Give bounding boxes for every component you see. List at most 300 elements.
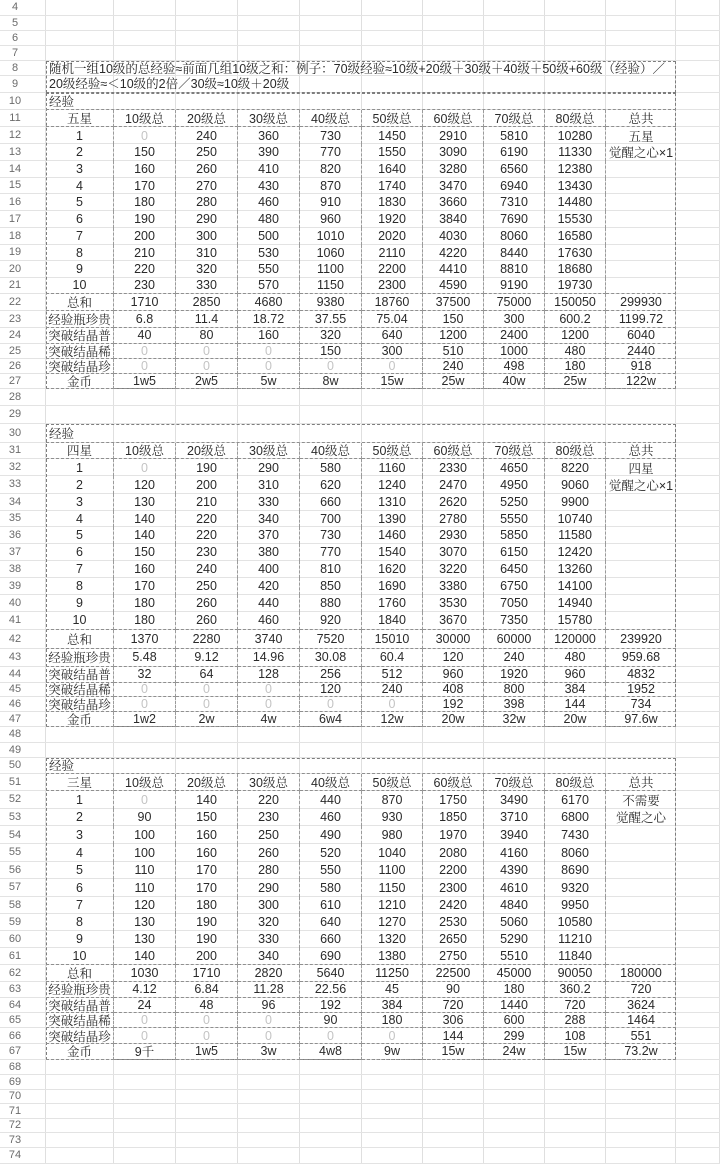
summary-value-cell[interactable]: 9380 xyxy=(300,294,362,311)
column-header[interactable]: 70级总 xyxy=(484,774,545,792)
exp-value-cell[interactable]: 330 xyxy=(238,931,300,948)
exp-value-cell[interactable]: 8690 xyxy=(545,862,606,880)
summary-value-cell[interactable]: 384 xyxy=(362,998,423,1013)
exp-value-cell[interactable]: 1040 xyxy=(362,844,423,862)
row-number[interactable]: 44 xyxy=(8,668,22,680)
exp-value-cell[interactable]: 2750 xyxy=(423,948,484,965)
summary-value-cell[interactable]: 80 xyxy=(176,328,238,345)
summary-value-cell[interactable]: 1370 xyxy=(114,630,176,649)
summary-value-cell[interactable]: 4w8 xyxy=(300,1044,362,1060)
exp-value-cell[interactable]: 810 xyxy=(300,561,362,578)
row-number[interactable]: 54 xyxy=(8,828,22,841)
summary-value-cell[interactable]: 2w xyxy=(176,712,238,728)
summary-value-cell[interactable]: 4w xyxy=(238,712,300,728)
exp-value-cell[interactable]: 1460 xyxy=(362,527,423,544)
exp-value-cell[interactable]: 6940 xyxy=(484,178,545,195)
summary-value-cell[interactable]: 300 xyxy=(362,344,423,359)
summary-value-cell[interactable]: 5w xyxy=(238,374,300,390)
row-number[interactable]: 12 xyxy=(8,129,22,141)
summary-total-cell[interactable]: 720 xyxy=(606,982,676,998)
summary-value-cell[interactable]: 240 xyxy=(423,359,484,374)
formula-note-cell[interactable]: 随机一组10级的总经验≈前面几组10级之和：例子：70级经验≈10级+20级＋30级＋40级＋50级+60级（经验）／20级经验≈＜10级的2倍／30级≈10级＋20级 xyxy=(46,61,676,93)
exp-value-cell[interactable]: 1830 xyxy=(362,194,423,211)
exp-value-cell[interactable]: 170 xyxy=(114,178,176,195)
total-note-cell[interactable] xyxy=(606,948,676,965)
exp-value-cell[interactable]: 980 xyxy=(362,826,423,844)
exp-value-cell[interactable]: 850 xyxy=(300,578,362,595)
summary-value-cell[interactable]: 2w5 xyxy=(176,374,238,390)
level-cell[interactable]: 9 xyxy=(46,595,114,612)
column-header[interactable]: 40级总 xyxy=(300,443,362,460)
exp-value-cell[interactable]: 5550 xyxy=(484,511,545,528)
row-number[interactable]: 60 xyxy=(8,932,22,945)
exp-value-cell[interactable]: 210 xyxy=(176,494,238,511)
exp-value-cell[interactable]: 8060 xyxy=(545,844,606,862)
column-header[interactable]: 50级总 xyxy=(362,774,423,792)
exp-value-cell[interactable]: 130 xyxy=(114,494,176,511)
summary-value-cell[interactable]: 96 xyxy=(238,998,300,1013)
exp-value-cell[interactable]: 250 xyxy=(238,826,300,844)
summary-value-cell[interactable]: 5640 xyxy=(300,965,362,982)
exp-value-cell[interactable]: 9190 xyxy=(484,278,545,295)
exp-value-cell[interactable]: 9060 xyxy=(545,476,606,494)
exp-value-cell[interactable]: 3490 xyxy=(484,791,545,809)
section-label-cell[interactable]: 经验 xyxy=(46,93,676,110)
exp-value-cell[interactable]: 200 xyxy=(176,948,238,965)
exp-value-cell[interactable]: 440 xyxy=(300,791,362,809)
exp-value-cell[interactable]: 6450 xyxy=(484,561,545,578)
summary-value-cell[interactable]: 128 xyxy=(238,667,300,683)
summary-value-cell[interactable]: 0 xyxy=(114,344,176,359)
exp-value-cell[interactable]: 200 xyxy=(114,228,176,245)
exp-value-cell[interactable]: 250 xyxy=(176,578,238,595)
exp-value-cell[interactable]: 1060 xyxy=(300,245,362,262)
exp-value-cell[interactable]: 4220 xyxy=(423,245,484,262)
summary-value-cell[interactable]: 0 xyxy=(114,683,176,698)
summary-value-cell[interactable]: 0 xyxy=(300,697,362,712)
exp-value-cell[interactable]: 3710 xyxy=(484,809,545,827)
exp-value-cell[interactable]: 3070 xyxy=(423,544,484,561)
summary-label-cell[interactable]: 突破结晶珍 xyxy=(46,1028,114,1044)
summary-total-cell[interactable]: 551 xyxy=(606,1028,676,1044)
exp-value-cell[interactable]: 1240 xyxy=(362,476,423,494)
exp-value-cell[interactable]: 410 xyxy=(238,161,300,178)
exp-value-cell[interactable]: 870 xyxy=(362,791,423,809)
exp-value-cell[interactable]: 300 xyxy=(176,228,238,245)
row-number[interactable]: 49 xyxy=(8,743,22,756)
summary-value-cell[interactable]: 0 xyxy=(238,683,300,698)
row-number[interactable]: 34 xyxy=(8,495,22,508)
summary-value-cell[interactable]: 32w xyxy=(484,712,545,728)
row-number[interactable]: 53 xyxy=(8,810,22,823)
summary-value-cell[interactable]: 1920 xyxy=(484,667,545,683)
summary-value-cell[interactable]: 0 xyxy=(176,697,238,712)
row-number[interactable]: 63 xyxy=(8,983,22,995)
exp-value-cell[interactable]: 1450 xyxy=(362,127,423,144)
exp-value-cell[interactable]: 3940 xyxy=(484,826,545,844)
exp-value-cell[interactable]: 570 xyxy=(238,278,300,295)
row-number[interactable]: 14 xyxy=(8,162,22,175)
summary-value-cell[interactable]: 498 xyxy=(484,359,545,374)
exp-value-cell[interactable]: 1740 xyxy=(362,178,423,195)
level-cell[interactable]: 2 xyxy=(46,476,114,494)
exp-value-cell[interactable]: 14940 xyxy=(545,595,606,612)
row-number[interactable]: 64 xyxy=(8,998,22,1011)
level-cell[interactable]: 2 xyxy=(46,144,114,161)
exp-value-cell[interactable]: 140 xyxy=(114,527,176,544)
summary-label-cell[interactable]: 突破结晶普 xyxy=(46,328,114,345)
exp-value-cell[interactable]: 3660 xyxy=(423,194,484,211)
row-number[interactable]: 22 xyxy=(8,295,22,308)
summary-value-cell[interactable]: 1200 xyxy=(423,328,484,345)
summary-value-cell[interactable]: 0 xyxy=(238,1013,300,1029)
summary-value-cell[interactable]: 600 xyxy=(484,1013,545,1029)
level-cell[interactable]: 7 xyxy=(46,897,114,914)
exp-value-cell[interactable]: 320 xyxy=(176,261,238,278)
summary-total-cell[interactable]: 1199.72 xyxy=(606,311,676,328)
row-number[interactable]: 55 xyxy=(8,846,22,859)
row-number[interactable]: 39 xyxy=(8,579,22,592)
summary-label-cell[interactable]: 总和 xyxy=(46,630,114,649)
column-header[interactable]: 10级总 xyxy=(114,443,176,460)
summary-label-cell[interactable]: 突破结晶珍 xyxy=(46,359,114,374)
exp-value-cell[interactable]: 460 xyxy=(238,612,300,631)
exp-value-cell[interactable]: 160 xyxy=(114,161,176,178)
exp-value-cell[interactable]: 7350 xyxy=(484,612,545,631)
exp-value-cell[interactable]: 580 xyxy=(300,459,362,476)
exp-value-cell[interactable]: 660 xyxy=(300,494,362,511)
total-note-cell[interactable] xyxy=(606,879,676,897)
column-header[interactable]: 总共 xyxy=(606,443,676,460)
summary-total-cell[interactable]: 2440 xyxy=(606,344,676,359)
summary-value-cell[interactable]: 1710 xyxy=(176,965,238,982)
summary-value-cell[interactable]: 192 xyxy=(300,998,362,1013)
exp-value-cell[interactable]: 260 xyxy=(176,612,238,631)
summary-value-cell[interactable]: 192 xyxy=(423,697,484,712)
level-cell[interactable]: 7 xyxy=(46,228,114,245)
summary-value-cell[interactable]: 0 xyxy=(300,359,362,374)
summary-label-cell[interactable]: 突破结晶珍 xyxy=(46,697,114,712)
summary-value-cell[interactable]: 0 xyxy=(176,359,238,374)
summary-value-cell[interactable]: 7520 xyxy=(300,630,362,649)
exp-value-cell[interactable]: 5810 xyxy=(484,127,545,144)
exp-value-cell[interactable]: 17630 xyxy=(545,245,606,262)
summary-value-cell[interactable]: 720 xyxy=(423,998,484,1013)
exp-value-cell[interactable]: 330 xyxy=(238,494,300,511)
row-number[interactable]: 20 xyxy=(8,262,22,275)
summary-total-cell[interactable]: 180000 xyxy=(606,965,676,982)
summary-value-cell[interactable]: 480 xyxy=(545,649,606,667)
level-cell[interactable]: 1 xyxy=(46,791,114,809)
row-number[interactable]: 66 xyxy=(8,1029,22,1042)
summary-value-cell[interactable]: 600.2 xyxy=(545,311,606,328)
summary-value-cell[interactable]: 40w xyxy=(484,374,545,390)
exp-value-cell[interactable]: 690 xyxy=(300,948,362,965)
exp-value-cell[interactable]: 550 xyxy=(300,862,362,880)
exp-value-cell[interactable]: 100 xyxy=(114,826,176,844)
row-number[interactable]: 18 xyxy=(8,229,22,242)
summary-value-cell[interactable]: 288 xyxy=(545,1013,606,1029)
summary-total-cell[interactable]: 918 xyxy=(606,359,676,374)
row-number[interactable]: 33 xyxy=(8,478,22,491)
section-label-cell[interactable]: 经验 xyxy=(46,424,676,443)
exp-value-cell[interactable]: 200 xyxy=(176,476,238,494)
summary-value-cell[interactable]: 1030 xyxy=(114,965,176,982)
summary-value-cell[interactable]: 0 xyxy=(114,1028,176,1044)
exp-value-cell[interactable]: 220 xyxy=(114,261,176,278)
summary-label-cell[interactable]: 突破结晶稀 xyxy=(46,1013,114,1029)
exp-value-cell[interactable]: 14100 xyxy=(545,578,606,595)
exp-value-cell[interactable]: 10580 xyxy=(545,914,606,931)
exp-value-cell[interactable]: 220 xyxy=(176,527,238,544)
level-cell[interactable]: 8 xyxy=(46,578,114,595)
exp-value-cell[interactable]: 290 xyxy=(238,879,300,897)
summary-label-cell[interactable]: 经验瓶珍贵 xyxy=(46,982,114,998)
exp-value-cell[interactable]: 4410 xyxy=(423,261,484,278)
exp-value-cell[interactable]: 3530 xyxy=(423,595,484,612)
column-header[interactable]: 60级总 xyxy=(423,443,484,460)
row-number[interactable]: 68 xyxy=(8,1060,22,1073)
summary-value-cell[interactable]: 1000 xyxy=(484,344,545,359)
summary-value-cell[interactable]: 25w xyxy=(423,374,484,390)
exp-value-cell[interactable]: 930 xyxy=(362,809,423,827)
summary-total-cell[interactable]: 734 xyxy=(606,697,676,712)
summary-value-cell[interactable]: 2820 xyxy=(238,965,300,982)
summary-value-cell[interactable]: 0 xyxy=(362,359,423,374)
summary-total-cell[interactable]: 3624 xyxy=(606,998,676,1013)
row-number[interactable]: 7 xyxy=(11,46,19,59)
exp-value-cell[interactable]: 180 xyxy=(114,595,176,612)
exp-value-cell[interactable]: 3220 xyxy=(423,561,484,578)
level-cell[interactable]: 10 xyxy=(46,278,114,295)
summary-value-cell[interactable]: 18.72 xyxy=(238,311,300,328)
level-cell[interactable]: 8 xyxy=(46,914,114,931)
exp-value-cell[interactable]: 360 xyxy=(238,127,300,144)
row-number[interactable]: 36 xyxy=(8,528,22,541)
summary-value-cell[interactable]: 144 xyxy=(545,697,606,712)
exp-value-cell[interactable]: 4840 xyxy=(484,897,545,914)
exp-value-cell[interactable]: 8810 xyxy=(484,261,545,278)
summary-value-cell[interactable]: 0 xyxy=(362,1028,423,1044)
exp-value-cell[interactable]: 2200 xyxy=(423,862,484,880)
summary-value-cell[interactable]: 120 xyxy=(423,649,484,667)
exp-value-cell[interactable]: 150 xyxy=(176,809,238,827)
summary-total-cell[interactable]: 299930 xyxy=(606,294,676,311)
summary-value-cell[interactable]: 6.8 xyxy=(114,311,176,328)
row-number[interactable]: 31 xyxy=(8,444,22,457)
summary-value-cell[interactable]: 11.28 xyxy=(238,982,300,998)
exp-value-cell[interactable]: 2020 xyxy=(362,228,423,245)
summary-value-cell[interactable]: 75000 xyxy=(484,294,545,311)
exp-value-cell[interactable]: 19730 xyxy=(545,278,606,295)
summary-value-cell[interactable]: 0 xyxy=(114,697,176,712)
exp-value-cell[interactable]: 4610 xyxy=(484,879,545,897)
row-number[interactable]: 25 xyxy=(8,345,22,357)
exp-value-cell[interactable]: 260 xyxy=(238,844,300,862)
row-number[interactable]: 28 xyxy=(8,390,22,403)
exp-value-cell[interactable]: 2300 xyxy=(423,879,484,897)
summary-value-cell[interactable]: 3w xyxy=(238,1044,300,1060)
exp-value-cell[interactable]: 440 xyxy=(238,595,300,612)
column-header[interactable]: 40级总 xyxy=(300,774,362,792)
exp-value-cell[interactable]: 1840 xyxy=(362,612,423,631)
exp-value-cell[interactable]: 390 xyxy=(238,144,300,161)
summary-value-cell[interactable]: 3740 xyxy=(238,630,300,649)
exp-value-cell[interactable]: 9900 xyxy=(545,494,606,511)
row-number[interactable]: 56 xyxy=(8,863,22,876)
summary-label-cell[interactable]: 金币 xyxy=(46,374,114,390)
summary-label-cell[interactable]: 突破结晶普 xyxy=(46,998,114,1013)
row-number[interactable]: 47 xyxy=(8,712,22,725)
row-number[interactable]: 21 xyxy=(8,279,22,292)
section-label-cell[interactable]: 经验 xyxy=(46,758,676,774)
total-note-cell[interactable] xyxy=(606,914,676,931)
level-cell[interactable]: 5 xyxy=(46,527,114,544)
summary-value-cell[interactable]: 0 xyxy=(176,683,238,698)
exp-value-cell[interactable]: 230 xyxy=(114,278,176,295)
exp-value-cell[interactable]: 2420 xyxy=(423,897,484,914)
summary-value-cell[interactable]: 6w4 xyxy=(300,712,362,728)
exp-value-cell[interactable]: 4590 xyxy=(423,278,484,295)
exp-value-cell[interactable]: 2080 xyxy=(423,844,484,862)
row-number[interactable]: 16 xyxy=(8,195,22,208)
row-number[interactable]: 51 xyxy=(8,775,22,788)
summary-value-cell[interactable]: 384 xyxy=(545,683,606,698)
exp-value-cell[interactable]: 6560 xyxy=(484,161,545,178)
summary-value-cell[interactable]: 30.08 xyxy=(300,649,362,667)
exp-value-cell[interactable]: 180 xyxy=(114,194,176,211)
summary-value-cell[interactable]: 11250 xyxy=(362,965,423,982)
row-number[interactable]: 59 xyxy=(8,915,22,928)
summary-value-cell[interactable]: 37500 xyxy=(423,294,484,311)
exp-value-cell[interactable]: 1970 xyxy=(423,826,484,844)
exp-value-cell[interactable]: 220 xyxy=(176,511,238,528)
summary-value-cell[interactable]: 640 xyxy=(362,328,423,345)
exp-value-cell[interactable]: 7310 xyxy=(484,194,545,211)
exp-value-cell[interactable]: 960 xyxy=(300,211,362,228)
row-number[interactable]: 4 xyxy=(11,1,19,14)
summary-value-cell[interactable]: 24w xyxy=(484,1044,545,1060)
column-header[interactable]: 10级总 xyxy=(114,774,176,792)
level-cell[interactable]: 6 xyxy=(46,544,114,561)
row-number[interactable]: 17 xyxy=(8,212,22,225)
summary-value-cell[interactable]: 90 xyxy=(300,1013,362,1029)
exp-value-cell[interactable]: 90 xyxy=(114,809,176,827)
summary-value-cell[interactable]: 1w5 xyxy=(176,1044,238,1060)
summary-value-cell[interactable]: 24 xyxy=(114,998,176,1013)
total-note-cell[interactable]: 五星 xyxy=(628,129,654,144)
exp-value-cell[interactable]: 4160 xyxy=(484,844,545,862)
exp-value-cell[interactable]: 18680 xyxy=(545,261,606,278)
column-header[interactable]: 30级总 xyxy=(238,443,300,460)
level-cell[interactable]: 9 xyxy=(46,261,114,278)
summary-value-cell[interactable]: 37.55 xyxy=(300,311,362,328)
row-number[interactable]: 72 xyxy=(8,1119,22,1132)
exp-value-cell[interactable]: 660 xyxy=(300,931,362,948)
exp-value-cell[interactable]: 5510 xyxy=(484,948,545,965)
exp-value-cell[interactable]: 330 xyxy=(176,278,238,295)
summary-value-cell[interactable]: 720 xyxy=(545,998,606,1013)
column-header[interactable]: 总共 xyxy=(606,110,676,128)
summary-label-cell[interactable]: 金币 xyxy=(46,1044,114,1060)
exp-value-cell[interactable]: 400 xyxy=(238,561,300,578)
row-number[interactable]: 45 xyxy=(8,683,22,696)
exp-value-cell[interactable]: 12380 xyxy=(545,161,606,178)
exp-value-cell[interactable]: 370 xyxy=(238,527,300,544)
exp-value-cell[interactable]: 180 xyxy=(176,897,238,914)
summary-value-cell[interactable]: 15010 xyxy=(362,630,423,649)
summary-value-cell[interactable]: 45 xyxy=(362,982,423,998)
exp-value-cell[interactable]: 2200 xyxy=(362,261,423,278)
exp-value-cell[interactable]: 420 xyxy=(238,578,300,595)
exp-value-cell[interactable]: 5250 xyxy=(484,494,545,511)
exp-value-cell[interactable]: 320 xyxy=(238,914,300,931)
exp-value-cell[interactable]: 1010 xyxy=(300,228,362,245)
summary-value-cell[interactable]: 960 xyxy=(545,667,606,683)
exp-value-cell[interactable]: 230 xyxy=(238,809,300,827)
exp-value-cell[interactable]: 1760 xyxy=(362,595,423,612)
row-number[interactable]: 48 xyxy=(8,728,22,741)
summary-value-cell[interactable]: 8w xyxy=(300,374,362,390)
exp-value-cell[interactable]: 2530 xyxy=(423,914,484,931)
exp-value-cell[interactable]: 130 xyxy=(114,931,176,948)
exp-value-cell[interactable]: 380 xyxy=(238,544,300,561)
exp-value-cell[interactable]: 460 xyxy=(300,809,362,827)
exp-value-cell[interactable]: 310 xyxy=(238,476,300,494)
summary-value-cell[interactable]: 150050 xyxy=(545,294,606,311)
exp-value-cell[interactable]: 160 xyxy=(176,826,238,844)
summary-total-cell[interactable]: 959.68 xyxy=(606,649,676,667)
summary-value-cell[interactable]: 0 xyxy=(238,359,300,374)
row-number[interactable]: 35 xyxy=(8,512,22,525)
exp-value-cell[interactable]: 1390 xyxy=(362,511,423,528)
summary-total-cell[interactable]: 4832 xyxy=(606,667,676,683)
exp-value-cell[interactable]: 1210 xyxy=(362,897,423,914)
exp-value-cell[interactable]: 3670 xyxy=(423,612,484,631)
summary-value-cell[interactable]: 20w xyxy=(545,712,606,728)
level-cell[interactable]: 4 xyxy=(46,178,114,195)
exp-value-cell[interactable]: 170 xyxy=(176,879,238,897)
summary-value-cell[interactable]: 2280 xyxy=(176,630,238,649)
total-note-cell[interactable] xyxy=(606,897,676,914)
exp-value-cell[interactable]: 170 xyxy=(176,862,238,880)
summary-value-cell[interactable]: 11.4 xyxy=(176,311,238,328)
exp-value-cell[interactable]: 260 xyxy=(176,161,238,178)
summary-total-cell[interactable]: 6040 xyxy=(606,328,676,345)
exp-value-cell[interactable]: 3380 xyxy=(423,578,484,595)
exp-value-cell[interactable]: 280 xyxy=(238,862,300,880)
level-cell[interactable]: 9 xyxy=(46,931,114,948)
column-header[interactable]: 80级总 xyxy=(545,443,606,460)
exp-value-cell[interactable]: 2910 xyxy=(423,127,484,144)
exp-value-cell[interactable]: 2930 xyxy=(423,527,484,544)
exp-value-cell[interactable]: 160 xyxy=(176,844,238,862)
exp-value-cell[interactable]: 110 xyxy=(114,879,176,897)
exp-value-cell[interactable]: 220 xyxy=(238,791,300,809)
exp-value-cell[interactable]: 16580 xyxy=(545,228,606,245)
exp-value-cell[interactable]: 500 xyxy=(238,228,300,245)
summary-value-cell[interactable]: 299 xyxy=(484,1028,545,1044)
exp-value-cell[interactable]: 0 xyxy=(114,127,176,144)
level-cell[interactable]: 6 xyxy=(46,879,114,897)
row-number[interactable]: 29 xyxy=(8,408,22,421)
summary-value-cell[interactable]: 0 xyxy=(176,1028,238,1044)
summary-value-cell[interactable]: 480 xyxy=(545,344,606,359)
exp-value-cell[interactable]: 610 xyxy=(300,897,362,914)
row-number[interactable]: 69 xyxy=(8,1075,22,1088)
column-header[interactable]: 40级总 xyxy=(300,110,362,128)
exp-value-cell[interactable]: 230 xyxy=(176,544,238,561)
